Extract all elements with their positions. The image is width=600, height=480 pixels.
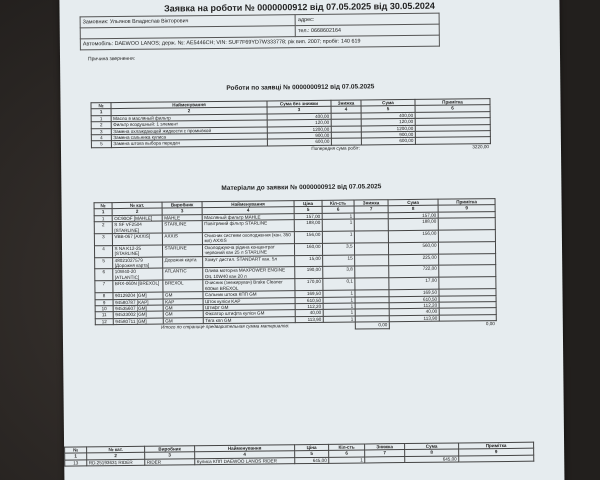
mat2-col-sum: Сума (405, 443, 459, 450)
material-row-cell: 169,50 (389, 289, 439, 296)
material-row-cell (439, 253, 496, 265)
material-row-cell: Повітряний фільтр STARLINE (202, 220, 294, 233)
works-row-cell: 600,00 (267, 139, 331, 146)
works-table (90, 98, 491, 153)
material-row-cell: 94533002 [GM] (113, 311, 163, 318)
works-title: Роботи по заявці № 0000000912 від 07.05.2025 (226, 83, 375, 92)
material-page2-row-cell: RIDER (145, 459, 195, 466)
material-row-cell: 188,00 (294, 220, 322, 232)
mat-col-maker: Виробник (162, 202, 202, 209)
material-row-cell: 1 (322, 219, 354, 231)
materials-title: Матеріали до заявки № 0000000912 від 07.05.2025 (221, 183, 382, 192)
material-row-cell: 1 (323, 303, 355, 310)
material-row-cell: 156,00 (294, 231, 322, 243)
material-row-cell: 94580711 [GM] (113, 318, 163, 325)
mat-index-cell: 2 (112, 208, 162, 215)
material-row-cell: 170,00 (295, 279, 323, 291)
material-row-cell: 156,00 (388, 230, 438, 242)
document-title: Заявка на роботи № 0000000912 від 07.05.2025 від 30.05.2024 (164, 0, 435, 14)
material-row-cell: MAHLE (162, 214, 202, 221)
material-row-cell (438, 241, 495, 253)
mat-col-discount: Знижка (354, 200, 388, 207)
material-row-cell: 15 (323, 255, 355, 267)
material-page2-row-cell: 1 (329, 457, 365, 464)
customer-cell: Замовник: Ульянов Владислав Вікторович (80, 15, 295, 28)
mat-index-cell: 9 (438, 205, 495, 212)
works-col-num: № (91, 103, 111, 110)
reason-label: Причина звернення: (88, 55, 136, 63)
material-row-cell: Очисник (знежирувач) Brake Cleaner 600мл BREXOL (203, 279, 295, 292)
material-row-cell (439, 277, 496, 289)
works-row-cell: 1200,00 (361, 125, 415, 132)
works-total-label: Попередня сума робіт: (311, 145, 361, 151)
material-row-cell: 11 (95, 312, 113, 319)
works-index-cell: 4 (331, 106, 361, 113)
mat2-index-cell: 3 (145, 452, 195, 459)
mat-index-cell: 1 (94, 209, 112, 216)
material-row-cell: 0,1 (323, 278, 355, 290)
material-row-cell: 225,00 (389, 254, 439, 266)
mat2-index-cell: 2 (87, 453, 145, 460)
customer-header-table (80, 13, 440, 51)
material-row-cell: 5 (95, 257, 113, 269)
material-row-cell (354, 231, 388, 243)
mat-col-qty: Кіл-сть (322, 200, 354, 207)
material-page2-row-cell: 13 (65, 460, 87, 467)
material-row-cell: GM (163, 305, 203, 312)
works-row-cell: 4 (91, 135, 111, 142)
material-row-cell: GM (163, 292, 203, 299)
mat2-col-discount: Знижка (365, 444, 405, 451)
works-index-cell: 1 (91, 109, 111, 116)
materials-page2-table (64, 442, 534, 467)
material-row-cell: 113,90 (389, 315, 439, 322)
material-row-cell: 1 (323, 309, 355, 316)
material-page2-row-cell: 645,00 (405, 456, 459, 463)
material-row-cell: 6 (95, 269, 113, 281)
works-col-discount: Знижка (331, 100, 361, 107)
material-page2-row-cell (365, 456, 405, 463)
material-row-cell: 112,20 (389, 302, 439, 309)
material-row-cell (355, 254, 389, 266)
material-page2-row-cell: Кулиса КПП DAEWOO LANOS RIDER (195, 458, 295, 465)
material-row-cell: 40,00 (295, 310, 323, 317)
material-row-cell (438, 230, 495, 242)
mat2-index-cell: 4 (195, 451, 295, 458)
mat2-index-cell: 9 (459, 449, 534, 456)
works-col-name: Найменування (111, 101, 267, 109)
material-row-cell: Очисник системи охолодження (кан. 350 мл) AXXIS (202, 232, 294, 245)
materials-table (94, 198, 497, 332)
works-row-cell: Масло в масляный фильтр (111, 114, 267, 122)
material-row-cell: 112,20 (295, 303, 323, 310)
works-index-cell: 6 (415, 105, 490, 112)
car-cell: Автомобіль: DAEWOO LANOS; держ. №: AE5446CH; VIN: SUF7F69YD7W333778; рік вип. 2007; пробіг: 140 619 (80, 35, 439, 50)
mat-col-catalog: № кат. (112, 202, 162, 209)
material-row-cell: 157,00 (294, 213, 322, 220)
works-row-cell: 600,00 (361, 138, 415, 145)
mat-col-name: Найменування (202, 201, 294, 208)
material-row-cell: 113,90 (295, 316, 323, 323)
material-row-cell: ATLANTIC (163, 268, 203, 280)
material-row-cell (355, 266, 389, 278)
mat2-index-cell: 1 (65, 453, 87, 460)
mat-col-num: № (94, 203, 112, 210)
mat2-col-price: Ціна (295, 444, 329, 451)
material-row-cell: OC90OF [MAHLE] (112, 215, 162, 222)
material-row-cell: S SF VF2504 [STARLINE] (112, 221, 162, 233)
works-row-cell: 5 (91, 141, 111, 148)
material-row-cell: 94535607 [GM] (113, 305, 163, 312)
material-row-cell (438, 218, 495, 230)
works-col-sum-nodisc: Сума без знижки (267, 100, 331, 107)
works-index-cell: 5 (361, 106, 415, 113)
material-row-cell: Хомут дистил. STANDART кан. 5л (203, 255, 295, 268)
mat2-col-catalog: № кат. (87, 446, 145, 453)
material-row-cell: 3,5 (322, 243, 354, 255)
mat-index-cell: 3 (162, 208, 202, 215)
material-row-cell: 12 (95, 318, 113, 325)
works-row-cell: 900,00 (267, 132, 331, 139)
mat2-col-maker: Виробник (145, 446, 195, 453)
materials-subtotal-value: 0,00 (485, 321, 495, 327)
material-row-cell: 1 (323, 297, 355, 304)
works-row-cell: Замена штока выбора передач (111, 139, 267, 147)
material-row-cell: 722,00 (389, 266, 439, 278)
material-row-cell: Олива моторна MAXPOWER ENGINE OIL 10W40 кан 20 л (203, 267, 295, 280)
materials-body (94, 211, 496, 325)
works-col-note: Примітка (415, 99, 490, 106)
material-row-cell: 40,00 (389, 308, 439, 315)
material-row-cell: 188,00 (388, 218, 438, 230)
works-row-cell: 1 (91, 115, 111, 122)
mat-col-sum: Сума (388, 199, 438, 206)
mat-index-cell: 6 (322, 206, 354, 213)
material-row-cell: Масляный фильтр MAHLE (202, 213, 294, 220)
material-row-cell: 17,00 (389, 277, 439, 289)
material-row-cell: 94580787 [KAP] (113, 299, 163, 306)
mat2-col-num: № (65, 447, 87, 454)
material-row-cell: Дорожня карта (163, 256, 203, 268)
works-row-cell: 400,00 (361, 112, 415, 119)
material-row-cell: 560,00 (388, 242, 438, 254)
works-row-cell: 3 (91, 128, 111, 135)
material-row-cell: 1 (94, 215, 112, 222)
mat2-index-cell: 6 (329, 450, 365, 457)
works-row-cell: 2 (91, 122, 111, 129)
material-page2-row-cell (459, 455, 534, 462)
material-page2-row-cell: 645,00 (295, 457, 329, 464)
mat-index-cell: 4 (202, 207, 294, 214)
material-row-cell: 1 (323, 316, 355, 323)
material-row-cell: 15,00 (295, 255, 323, 267)
material-row-cell: 1 (322, 231, 354, 243)
material-row-cell: 7 (95, 281, 113, 293)
material-row-cell: 157,00 (388, 212, 438, 219)
materials-subtotal-label: Итого по странице предварительная сумма материалов: (161, 323, 290, 330)
material-row-cell: STARLINE (162, 244, 202, 256)
works-col-sum: Сума (361, 99, 415, 106)
material-row-cell: 2 (94, 222, 112, 234)
material-row-cell: STARLINE (162, 221, 202, 233)
mat-index-cell: 7 (354, 206, 388, 213)
material-page2-row-cell: RD.25193631 RIDER (87, 459, 145, 466)
material-row-cell (354, 243, 388, 255)
mat2-col-name: Найменування (195, 445, 295, 452)
material-row-cell: AXXIS (162, 233, 202, 245)
material-row-cell: VBB-067 [AXXIS] (112, 233, 162, 245)
mat-index-cell: 8 (388, 206, 438, 213)
material-row-cell: GM (163, 311, 203, 318)
mat2-index-cell: 7 (365, 450, 405, 457)
material-row-cell: 1 (323, 290, 355, 297)
material-row-cell: KAP (163, 298, 203, 305)
works-body (91, 111, 490, 147)
address-cell: адрес: (295, 13, 439, 26)
material-row-cell: Шток куліси KAP (203, 297, 295, 304)
mat2-col-qty: Кіл-сть (329, 444, 365, 451)
material-row-cell: 4 (94, 245, 112, 257)
material-row-cell: Охолоджуюча рідина концентрат червоний кан 25 л STARLINE (202, 244, 294, 257)
mat2-col-note: Примітка (459, 442, 534, 449)
material-row-cell: 160,00 (294, 243, 322, 255)
material-row-cell: 610,50 (389, 296, 439, 303)
material-row-cell: Тяга кпп GM (203, 316, 295, 323)
material-row-cell: BREXOL (163, 280, 203, 292)
works-total-value: 3220,00 (472, 143, 489, 150)
works-row-cell: Замена охлаждающей жидкости с промывкой (111, 127, 267, 135)
material-row-cell: 1 (322, 213, 354, 220)
material-row-cell: BRX-060N [BREXOL] (113, 280, 163, 292)
material-row-cell: 10W40-20 [ATLANTIC] (113, 269, 163, 281)
material-row-cell: Штифт GM (203, 304, 295, 311)
mat-col-note: Примітка (438, 199, 495, 206)
works-index-cell: 2 (111, 107, 267, 115)
material-row-cell: GM (163, 317, 203, 324)
works-row-cell: 1200,00 (267, 126, 331, 133)
material-row-cell: 3 (94, 234, 112, 246)
works-row-cell: 120,00 (267, 120, 331, 127)
works-row-cell: Замена сальника кулиса (111, 133, 267, 141)
material-row-cell: 9 (95, 299, 113, 306)
mat2-index-cell: 5 (295, 451, 329, 458)
works-row-cell: 400,00 (267, 113, 331, 120)
works-row-cell: 900,00 (361, 131, 415, 138)
material-row-cell: 190,00 (295, 267, 323, 279)
phone-cell: тел.: 0668602164 (296, 24, 440, 37)
mat-index-cell: 5 (294, 207, 322, 214)
material-row-cell: 90129204 [GM] (113, 292, 163, 299)
material-row-cell (355, 278, 389, 290)
works-index-cell: 3 (267, 107, 331, 114)
material-row-cell (354, 219, 388, 231)
material-row-cell: 48021027579 [Дорожня карта] (113, 257, 163, 269)
works-row-cell: 120,00 (361, 119, 415, 126)
document-sheet (59, 0, 564, 480)
material-row-cell: 610,50 (295, 297, 323, 304)
material-row-cell: 169,50 (295, 290, 323, 297)
material-row-cell: Сальник штока КПП GM (203, 291, 295, 298)
material-row-cell: Фіксатор штифта куліси GM (203, 310, 295, 317)
material-row-cell: 8 (95, 293, 113, 300)
material-row-cell (439, 265, 496, 277)
material-row-cell: S NA K12-25 [STARLINE] (112, 245, 162, 257)
mat-col-price: Ціна (294, 200, 322, 207)
material-row-cell: 3,8 (323, 267, 355, 279)
materials-subtotal-discount: 0,00 (355, 322, 389, 329)
works-row-cell: Фильтр воздушный: 1 элемент (111, 120, 267, 128)
mat2-index-cell: 8 (405, 449, 459, 456)
material-row-cell: 10 (95, 305, 113, 312)
